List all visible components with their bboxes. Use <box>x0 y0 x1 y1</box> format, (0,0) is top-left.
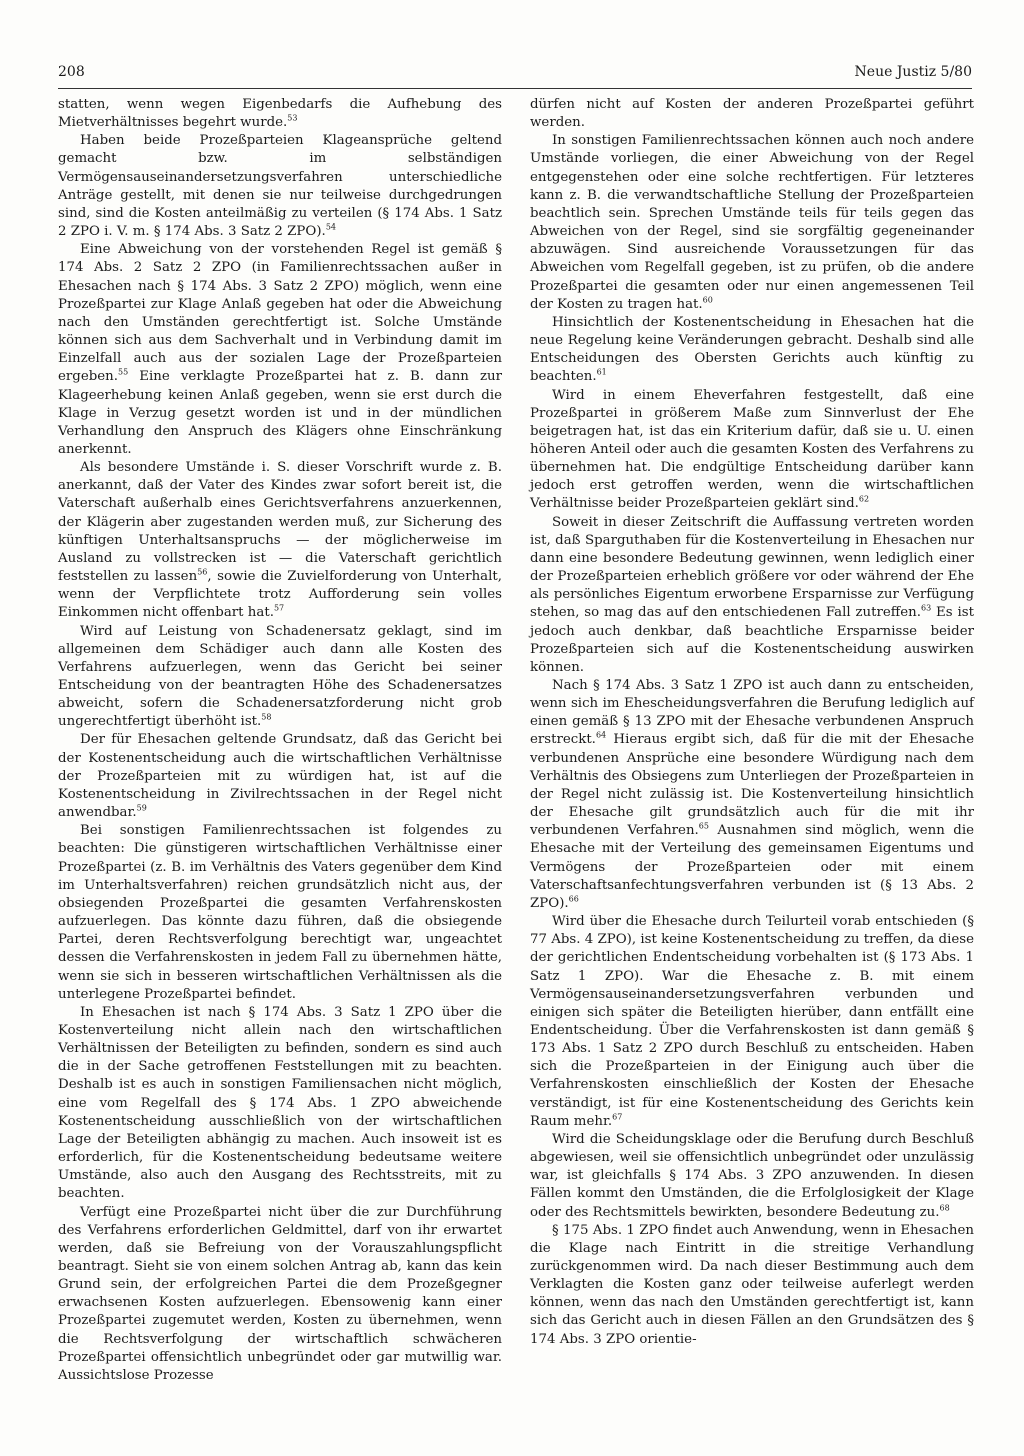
paragraph: Bei sonstigen Familienrechtssachen ist folgendes zu beachten: Die günstigeren wirtschaftlichen Verhältnisse einer Prozeßpartei (z. B. im Verhältnis des Vaters gegenüber dem Kind im Unterhaltsverfahren) reichen grundsätzlich nicht aus, der obsiegenden Prozeßpartei die gesamten Verfahrenskosten aufzuerlegen. Das könnte dazu führen, daß die obsiegende Partei, deren Rechtsverfolgung berechtigt war, ungeachtet dessen die Verfahrenskosten in jedem Fall zu übernehmen hätte, wenn sie sich in besseren wirtschaftlichen Verhältnissen als die unterlegene Prozeßpartei befindet. <box>58 823 502 1002</box>
footnote-ref: 62 <box>858 495 870 504</box>
paragraph: Verfügt eine Prozeßpartei nicht über die zur Durchführung des Verfahrens erforderlichen Geldmittel, darf von ihr erwartet werden, daß sie Befreiung von der Vorauszahlungspflicht beantragt. Sieht sie von einem solchen Antrag ab, kann das kein Grund sein, der erfolgreichen Partei die dem Prozeßgegner erwachsenen Kosten aufzuerlegen. Ebensowenig kann einer Prozeßpartei zugemutet werden, Kosten zu übernehmen, wenn die Rechtsverfolgung der wirtschaftlich schwächeren Prozeßpartei offensichtlich unbegründet oder gar mutwillig war. Aussichtslose Prozesse <box>58 1204 502 1383</box>
footnote-ref: 55 <box>118 367 129 377</box>
footnote-ref: 66 <box>568 894 579 904</box>
paragraph: In sonstigen Familienrechtssachen können auch noch andere Umstände vorliegen, die einer Abweichung von der Regel entgegenstehen oder eine solche rechtfertigen. Für letzteres kann z. B. die verwandtschaftliche Stellung der Prozeßparteien beachtlich sein. Sprechen Umstände teils für teils gegen das Abweichen von der Regel, sind sie sorgfältig gegeneinander abzuwägen. Sind ausreichende Voraussetzungen für das Abweichen vom Regelfall gegeben, ist zu prüfen, ob die andere Prozeßpartei die gesamten oder nur einen angemessenen Teil der Kosten zu tragen hat.$^{60}$ <box>530 133 974 312</box>
footnote-ref: 57 <box>273 603 285 613</box>
paragraph: Wird die Scheidungsklage oder die Berufung durch Beschluß abgewiesen, weil sie offensichtlich unbegründet oder unzulässig war, ist gleichfalls § 174 Abs. 3 ZPO anzuwenden. In diesen Fällen kommt den Umständen, die die Erfolglosigkeit der Klage oder des Rechtsmittels bewirkten, besondere Bedeutung zu.$^{68}$ <box>530 1131 974 1220</box>
journal-reference: Neue Justiz 5/80 <box>854 64 972 80</box>
paragraph: Wird auf Leistung von Schadenersatz geklagt, sind im allgemeinen dem Schädiger auch dann alle Kosten des Verfahrens aufzuerlegen, wenn das Gericht bei seiner Entscheidung von der beantragten Höhe des Schadenersatzes abweicht, sofern die Schadenersatzforderung nicht grob ungerechtfertigt überhöht ist.$^{58}$ <box>58 623 502 730</box>
paragraph: Wird über die Ehesache durch Teilurteil vorab entschieden (§ 77 Abs. 4 ZPO), ist keine Kostenentscheidung zu treffen, da diese der gerichtlichen Endentscheidung vorbehalten ist (§ 173 Abs. 1 Satz 1 ZPO). War die Ehesache z. B. mit einem Vermögensauseinandersetzungsverfahren verbunden und einigen sich später die Beteiligten hierüber, dann entfällt eine Endentscheidung. Über die Verfahrenskosten ist dann gemäß § 173 Abs. 1 Satz 2 ZPO durch Beschluß zu entscheiden. Haben sich die Prozeßparteien in der Einigung auch über die Verfahrenskosten einschließlich der Kosten der Ehesache verständigt, ist für eine Kostenentscheidung des Gerichts kein Raum mehr.$^{67}$ <box>530 914 974 1129</box>
paragraph: Wird in einem Eheverfahren festgestellt, daß eine Prozeßpartei in größerem Maße zum Sinnverlust der Ehe beigetragen hat, ist das ein Kriterium dafür, daß sie u. U. einen höheren Anteil oder auch die gesamten Kosten des Verfahrens zu übernehmen hat. Die endgültige Entscheidung darüber kann jedoch erst getroffen werden, wenn die wirtschaftlichen Verhältnisse beider Prozeßparteien geklärt sind.$^{62}$ <box>530 387 974 512</box>
footnote-ref: 64 <box>595 731 607 741</box>
paragraph: Eine Abweichung von der vorstehenden Regel ist gemäß § 174 Abs. 2 Satz 2 ZPO (in Familienrechtssachen außer in Ehesachen nach § 174 Abs. 3 Satz 2 ZPO) möglich, wenn eine Prozeßpartei zur Klage Anlaß gegeben hat oder die Abweichung nach den Umständen gerechtfertigt ist. Solche Umstände können sich aus dem Sachverhalt und in Verbindung damit im Einzelfall auch aus der sozialen Lage der Prozeßparteien ergeben.$^{55}$ Eine verklagte Prozeßpartei hat z. B. dann zur Klageerhebung keinen Anlaß gegeben, wenn sie erst durch die Klage in Verzug gesetzt worden ist und in der mündlichen Verhandlung den Anspruch des Klägers ohne Einschränkung anerkennt. <box>58 242 502 457</box>
page-header <box>58 62 972 89</box>
paragraph: Der für Ehesachen geltende Grundsatz, daß das Gericht bei der Kostenentscheidung auch die wirtschaftlichen Verhältnisse der Prozeßparteien mit zu würdigen hat, ist auf die Kostenentscheidung in Zivilrechtssachen in der Regel nicht anwendbar.$^{59}$ <box>58 732 502 821</box>
footnote-ref: 63 <box>921 603 932 613</box>
paragraph: In Ehesachen ist nach § 174 Abs. 3 Satz 1 ZPO über die Kostenverteilung nicht allein nach den wirtschaftlichen Verhältnissen der Beteiligten zu befinden, sondern es sind auch die in der Sache getroffenen Feststellungen mit zu beachten. Deshalb ist es auch in sonstigen Familiensachen nicht möglich, eine vom Regelfall des § 174 Abs. 1 ZPO abweichende Kostenentscheidung ausschließlich von der wirtschaftlichen Lage der Beteiligten abhängig zu machen. Auch insoweit ist es erforderlich, für die Kostenentscheidung bedeutsame weitere Umstände, also auch den Ausgang des Rechtsstreits, mit zu beachten. <box>58 1004 502 1202</box>
paragraph: dürfen nicht auf Kosten der anderen Prozeßpartei geführt werden. <box>530 97 974 131</box>
paragraph: Nach § 174 Abs. 3 Satz 1 ZPO ist auch dann zu entscheiden, wenn sich im Ehescheidungsverfahren die Berufung lediglich auf einen gemäß § 13 ZPO mit der Ehesache verbundenen Anspruch erstreckt.$^{64}$ Hieraus ergibt sich, daß für die mit der Ehesache verbundenen Ansprüche eine besondere Würdigung nach dem Verhältnis des Obsiegens zum Unterliegen der Prozeßparteien in der Regel nicht zulässig ist. Die Kostenverteilung hinsichtlich der Ehesache gilt grundsätzlich auch für die mit ihr verbundenen Verfahren.$^{65}$ Ausnahmen sind möglich, wenn die Ehesache mit der Verteilung des gemeinsamen Eigentums und Vermögens der Prozeßparteien oder mit einem Vaterschaftsanfechtungsverfahren verbunden ist (§ 13 Abs. 2 ZPO).$^{66}$ <box>530 678 974 911</box>
footnote-ref: 54 <box>325 222 336 232</box>
left-text-column <box>58 96 502 1385</box>
paragraph: Soweit in dieser Zeitschrift die Auffassung vertreten worden ist, daß Sparguthaben für die Kostenverteilung in Ehesachen nur dann eine besondere Bedeutung gewinnen, wenn lediglich einer der Prozeßparteien erheblich größere vor oder während der Ehe als persönliches Eigentum erworbene Ersparnisse zur Verfügung stehen, so mag das auf den entschiedenen Fall zutreffen.$^{63}$ Es ist jedoch auch denkbar, daß beachtliche Ersparnisse beider Prozeßparteien sich auf die Kostenentscheidung auswirken können. <box>530 514 974 675</box>
paragraph: Als besondere Umstände i. S. dieser Vorschrift wurde z. B. anerkannt, daß der Vater des Kindes zwar sofort bereit ist, die Vaterschaft außerhalb eines Gerichtsverfahrens anzuerkennen, der Klägerin aber zugestanden werden muß, zur Sicherung des künftigen Unterhaltsanspruchs — der möglicherweise im Ausland zu vollstrecken ist — die Vaterschaft gerichtlich feststellen zu lassen$^{56}$, sowie die Zuvielforderung von Unterhalt, wenn der Verpflichtete trotz Aufforderung sein volles Einkommen nicht offenbart hat.$^{57}$ <box>58 460 503 621</box>
paragraph: statten, wenn wegen Eigenbedarfs die Aufhebung des Mietverhältnisses begehrt wurde.$^{53}$ <box>58 97 502 131</box>
footnote-ref: 65 <box>698 821 709 831</box>
right-text-column <box>530 96 974 1349</box>
footnote-ref: 58 <box>261 712 272 722</box>
paragraph: Haben beide Prozeßparteien Klageansprüche geltend gemacht bzw. im selbständigen Vermögensauseinandersetzungsverfahren unterschiedliche Anträge gestellt, mit denen sie nur teilweise durchgedrungen sind, sind die Kosten anteilmäßig zu verteilen (§ 174 Abs. 1 Satz 2 ZPO i. V. m. § 174 Abs. 3 Satz 2 ZPO).$^{54}$ <box>58 133 502 240</box>
footnote-ref: 68 <box>939 1203 950 1213</box>
footnote-ref: 60 <box>702 295 713 305</box>
page-number: 208 <box>58 64 85 80</box>
footnote-ref: 59 <box>136 803 147 813</box>
footnote-ref: 61 <box>596 367 607 377</box>
footnote-ref: 56 <box>197 567 208 577</box>
footnote-ref: 67 <box>612 1112 623 1122</box>
paragraph: § 175 Abs. 1 ZPO findet auch Anwendung, wenn in Ehesachen die Klage nach Eintritt in die streitige Verhandlung zurückgenommen wird. Da nach dieser Bestimmung auch dem Verklagten die Kosten ganz oder teilweise auferlegt werden können, wenn das nach den Umständen gerechtfertigt ist, kann sich das Gericht auch in diesen Fällen an den Grundsätzen des § 174 Abs. 3 ZPO orientie- <box>530 1222 974 1347</box>
footnote-ref: 53 <box>287 113 298 123</box>
paragraph: Hinsichtlich der Kostenentscheidung in Ehesachen hat die neue Regelung keine Veränderungen gebracht. Deshalb sind alle Entscheidungen des Obersten Gerichts auch künftig zu beachten.$^{61}$ <box>530 314 974 385</box>
